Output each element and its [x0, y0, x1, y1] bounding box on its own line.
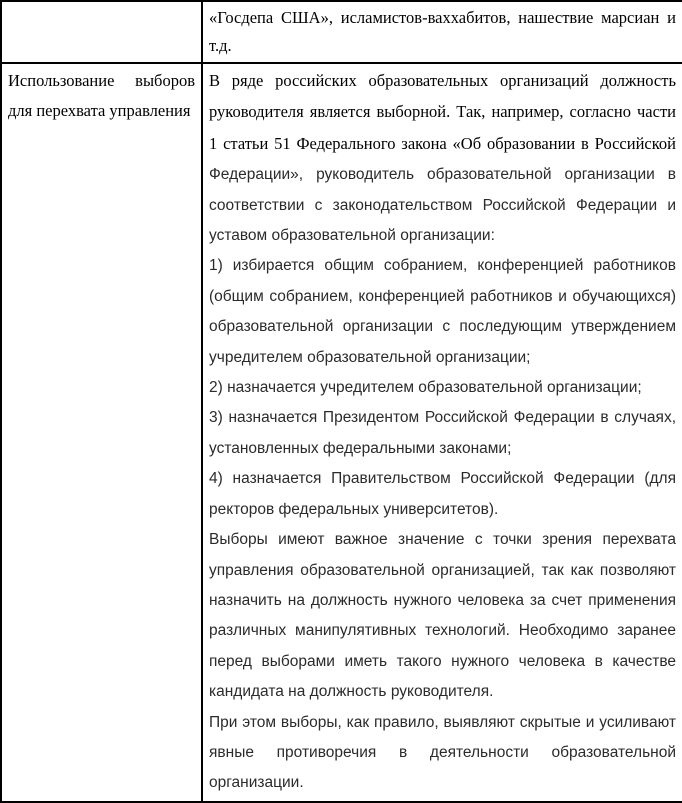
list-item-2: 2) назначается учредителем образовательной организации;: [209, 379, 642, 397]
elections-importance-paragraph: Выборы имеют важное значение с точки зрения перехвата управления образовательной организацией, так как позволяют назначить на должность нужного человека за счет применения различных манипулятивных технологий. Необходимо заранее перед выборами иметь такого нужного человека в качестве кандидата на должность руководителя.: [209, 531, 676, 701]
list-item-1: 1) избирается общим собранием, конференцией работников (общим собранием, конференцией работников и обучающихся) образовательной организации с последующим утверждением учредителем образовательной организации;: [209, 257, 676, 366]
row2-term-cell: [1, 63, 202, 802]
table-row-continuation: [1, 1, 682, 63]
elections-contradictions-paragraph: При этом выборы, как правило, выявляют скрытые и усиливают явные противоречия в деятельности образовательной организации.: [209, 713, 676, 792]
list-item-4: 4) назначается Правительством Российской Федерации (для ректоров федеральных университетов).: [209, 470, 676, 518]
intro-paragraph-serif-segment: В ряде российских образовательных организаций должность руководителя является выборной. Так, например, согласно части 1 статьи 51 Федерального закона «Об образовании в Российской: [209, 71, 676, 153]
row1-definition-text: «Госдепа США», исламистов-ваххабитов, нашествие марсиан и т.д.: [209, 8, 676, 55]
intro-paragraph-sans-segment: Федерации», руководитель образовательной организации в соответствии с законодательством Российской Федерации и уставом образовательной организации:: [209, 166, 676, 245]
row1-definition-cell: [202, 1, 682, 63]
row2-definition-cell: [202, 63, 682, 802]
list-item-3: 3) назначается Президентом Российской Федерации в случаях, установленных федеральными законами;: [209, 409, 676, 457]
row2-term-text: Использование выборов для перехвата управления: [8, 71, 195, 121]
row1-term-cell: [1, 1, 202, 63]
table-row-elections: [1, 63, 682, 802]
intro-paragraph: [209, 66, 676, 251]
